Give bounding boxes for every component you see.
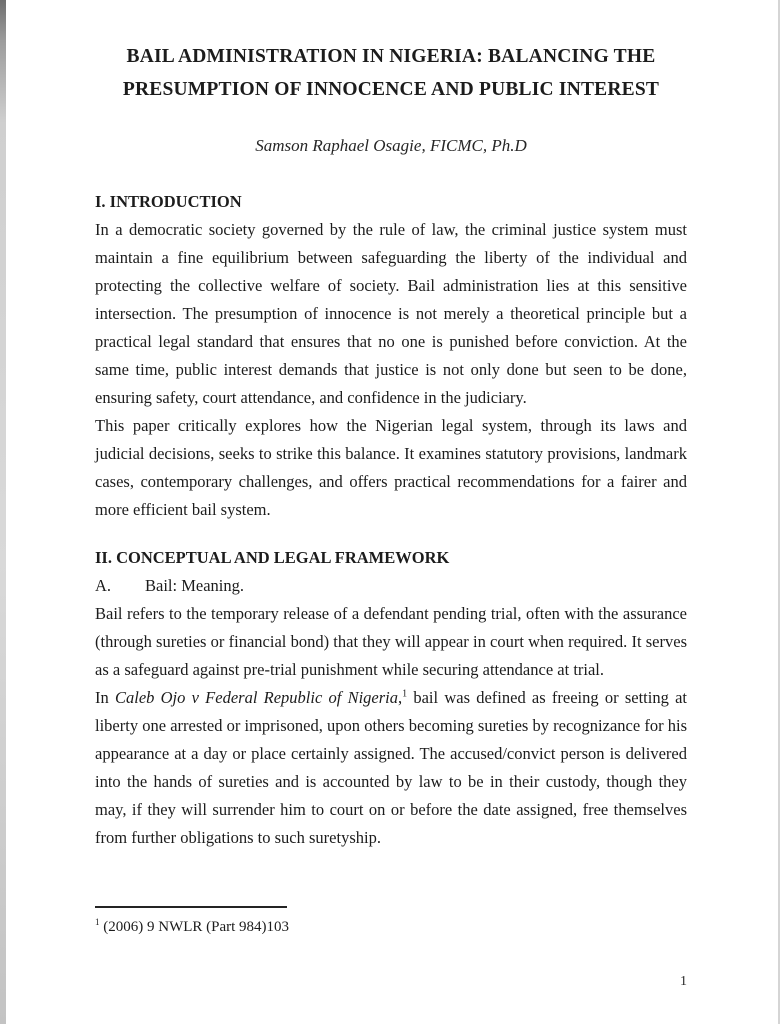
- document-page: [95, 0, 687, 852]
- scan-edge-left: [0, 0, 6, 1024]
- page-title-line-1: BAIL ADMINISTRATION IN NIGERIA: BALANCING THE: [126, 46, 656, 67]
- subsection-heading-bail-meaning: [95, 572, 687, 600]
- intro-paragraph-2: This paper critically explores how the Nigerian legal system, through its laws and judicial decisions, seeks to strike this balance. It examines statutory provisions, landmark cases, contemporary challenges, and offers practical recommendations for a fairer and more efficient bail system.: [95, 416, 687, 519]
- bail-meaning-paragraph: Bail refers to the temporary release of a defendant pending trial, often with the assurance (through sureties or financial bond) that they will appear in court when required. It serves as a safeguard against pre-trial punishment while securing attendance at trial.: [95, 604, 687, 679]
- footnote-marker: 1: [95, 917, 100, 927]
- footnote-separator: [95, 906, 287, 908]
- footnote-citation: (2006) 9 NWLR (Part 984)103: [103, 919, 290, 935]
- page-title-line-2: PRESUMPTION OF INNOCENCE AND PUBLIC INTEREST: [122, 79, 660, 100]
- subsection-label: A.: [95, 576, 112, 595]
- page-title: [95, 40, 687, 106]
- author-line: Samson Raphael Osagie, FICMC, Ph.D: [255, 136, 527, 155]
- intro-paragraph-1: In a democratic society governed by the rule of law, the criminal justice system must maintain a fine equilibrium between safeguarding the liberty of the individual and protecting the collective welfare of society. Bail administration lies at this sensitive intersection. The presumption of innocence is not merely a theoretical principle but a practical legal standard that ensures that no one is punished before conviction. At the same time, public interest demands that justice is not only done but seen to be done, ensuring safety, court attendance, and confidence in the judiciary.: [95, 220, 687, 407]
- case-citation: Caleb Ojo v Federal Republic of Nigeria: [114, 688, 398, 707]
- footnote-area: [95, 906, 687, 938]
- page-number: 1: [680, 974, 687, 989]
- scan-edge-right: [778, 0, 780, 1024]
- case-paragraph-rest: bail was defined as freeing or setting at liberty one arrested or imprisoned, upon others becoming sureties by recognizance for his appearance at a day or place certainly assigned. The accused/convict person is delivered into the hands of sureties and is accounted by law to be in their custody, though they may, if they will surrender him to court on or before the date assigned, free themselves from further obligations to such suretyship.: [95, 688, 687, 847]
- footnote-reference: 1: [402, 688, 408, 700]
- case-paragraph-prefix: In: [95, 688, 115, 707]
- case-citation-paragraph: [95, 684, 687, 852]
- footnote: [95, 916, 687, 938]
- section-heading-framework: II. CONCEPTUAL AND LEGAL FRAMEWORK: [95, 548, 450, 567]
- section-heading-introduction: I. INTRODUCTION: [95, 192, 242, 211]
- case-paragraph-comma: ,: [398, 688, 403, 707]
- subsection-title: Bail: Meaning.: [145, 576, 244, 595]
